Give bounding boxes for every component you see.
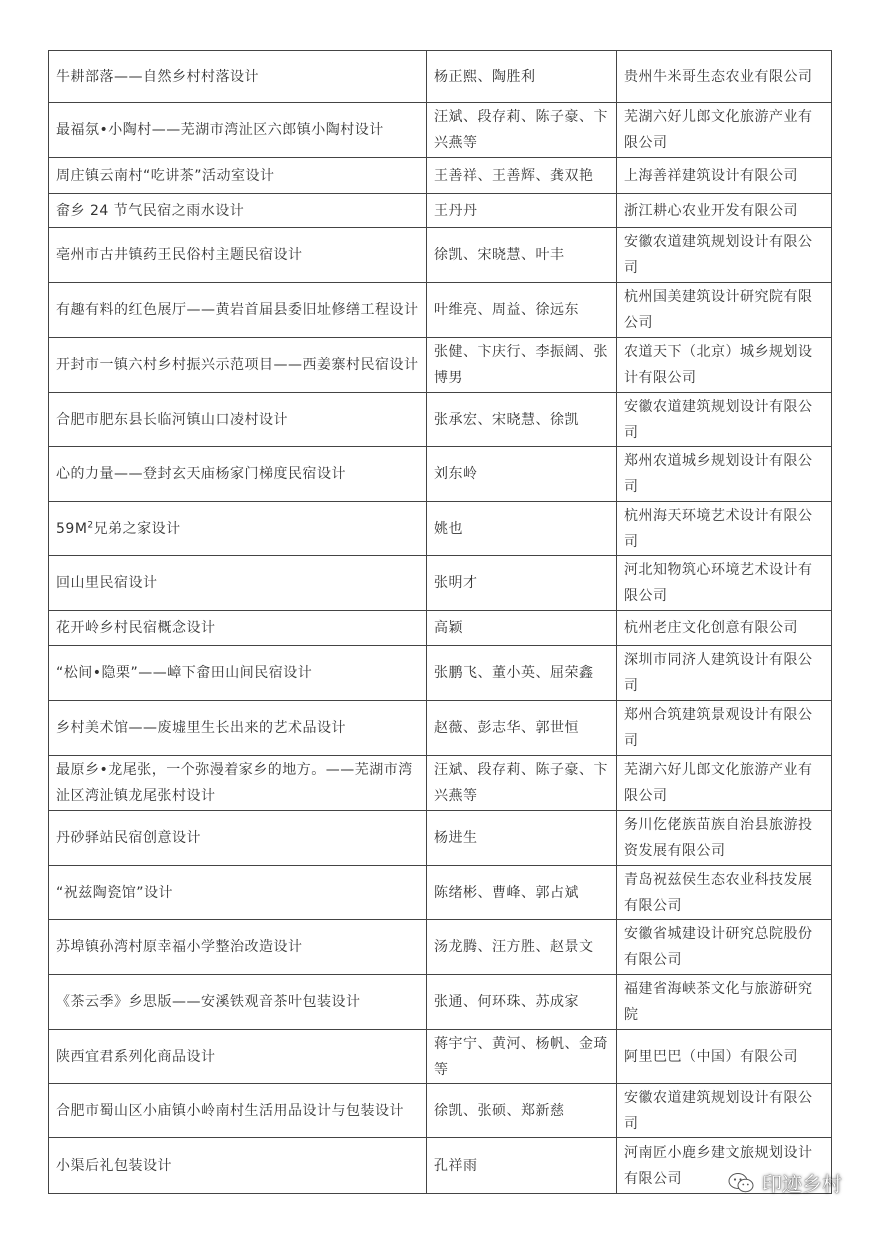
company-cell: 河南匠小鹿乡建文旅规划设计有限公司 [617, 1138, 832, 1194]
designers-cell: 杨正熙、陶胜利 [427, 51, 617, 103]
designers-cell: 蒋宇宁、黄河、杨帆、金琦等 [427, 1030, 617, 1084]
company-cell: 郑州合筑建筑景观设计有限公司 [617, 701, 832, 756]
table-row [49, 447, 832, 502]
table-row [49, 866, 832, 920]
designers-cell: 汤龙腾、汪方胜、赵景文 [427, 920, 617, 975]
company-cell: 农道天下（北京）城乡规划设计有限公司 [617, 338, 832, 393]
designers-cell: 叶维亮、周益、徐远东 [427, 283, 617, 338]
table-row [49, 158, 832, 194]
company-cell: 阿里巴巴（中国）有限公司 [617, 1030, 832, 1084]
designers-cell: 王善祥、王善辉、龚双艳 [427, 158, 617, 194]
project-name-cell: “松间•隐栗”——嶂下畲田山间民宿设计 [49, 646, 427, 701]
designers-cell: 高颖 [427, 611, 617, 646]
project-name-cell: 合肥市肥东县长临河镇山口凌村设计 [49, 393, 427, 447]
project-name-cell: 亳州市古井镇药王民俗村主题民宿设计 [49, 228, 427, 283]
company-cell: 浙江耕心农业开发有限公司 [617, 194, 832, 228]
designers-cell: 陈绪彬、曹峰、郭占斌 [427, 866, 617, 920]
table-row [49, 811, 832, 866]
project-name-cell: 周庄镇云南村“吃讲茶”活动室设计 [49, 158, 427, 194]
company-cell: 务川仡佬族苗族自治县旅游投资发展有限公司 [617, 811, 832, 866]
table-row [49, 756, 832, 811]
project-name-cell: 苏埠镇孙湾村原幸福小学整治改造设计 [49, 920, 427, 975]
company-cell: 安徽农道建筑规划设计有限公司 [617, 1084, 832, 1138]
project-name-cell: 畲乡 24 节气民宿之雨水设计 [49, 194, 427, 228]
company-cell: 杭州老庄文化创意有限公司 [617, 611, 832, 646]
project-name-cell: 开封市一镇六村乡村振兴示范项目——西姜寨村民宿设计 [49, 338, 427, 393]
project-name-cell: 合肥市蜀山区小庙镇小岭南村生活用品设计与包装设计 [49, 1084, 427, 1138]
project-name-cell: 乡村美术馆——废墟里生长出来的艺术品设计 [49, 701, 427, 756]
company-cell: 深圳市同济人建筑设计有限公司 [617, 646, 832, 701]
company-cell: 安徽农道建筑规划设计有限公司 [617, 393, 832, 447]
table-row [49, 975, 832, 1030]
company-cell: 安徽省城建设计研究总院股份有限公司 [617, 920, 832, 975]
table-row [49, 103, 832, 158]
project-name-cell: 最福氛•小陶村——芜湖市湾沚区六郎镇小陶村设计 [49, 103, 427, 158]
project-name-cell: 陕西宜君系列化商品设计 [49, 1030, 427, 1084]
designers-cell: 汪斌、段存莉、陈子豪、卞兴燕等 [427, 103, 617, 158]
project-name-cell: 有趣有料的红色展厅——黄岩首届县委旧址修缮工程设计 [49, 283, 427, 338]
watermark [728, 1168, 842, 1197]
company-cell: 杭州国美建筑设计研究院有限公司 [617, 283, 832, 338]
company-cell: 芜湖六好儿郎文化旅游产业有限公司 [617, 103, 832, 158]
designers-cell: 张承宏、宋晓慧、徐凯 [427, 393, 617, 447]
designers-cell: 张通、何环珠、苏成家 [427, 975, 617, 1030]
project-name-cell: $59M^2$兄弟之家设计 [49, 502, 427, 556]
watermark-text: 印迹乡村 [762, 1172, 842, 1196]
designers-cell: 张健、卞庆行、李振阔、张博男 [427, 338, 617, 393]
company-cell: 青岛祝兹侯生态农业科技发展有限公司 [617, 866, 832, 920]
table-row [49, 701, 832, 756]
designers-cell: 刘东岭 [427, 447, 617, 502]
designers-cell: 孔祥雨 [427, 1138, 617, 1194]
designers-cell: 王丹丹 [427, 194, 617, 228]
company-cell: 郑州农道城乡规划设计有限公司 [617, 447, 832, 502]
company-cell: 贵州牛米哥生态农业有限公司 [617, 51, 832, 103]
designers-cell: 姚也 [427, 502, 617, 556]
table-row [49, 556, 832, 611]
designers-cell: 赵薇、彭志华、郭世恒 [427, 701, 617, 756]
table-row [49, 1138, 832, 1194]
table-row [49, 51, 832, 103]
table-row [49, 228, 832, 283]
table-row [49, 646, 832, 701]
company-cell: 福建省海峡茶文化与旅游研究院 [617, 975, 832, 1030]
designers-cell: 杨进生 [427, 811, 617, 866]
wechat-icon [728, 1172, 754, 1194]
table-row [49, 502, 832, 556]
project-name-cell: 《茶云季》乡思版——安溪铁观音茶叶包装设计 [49, 975, 427, 1030]
designers-cell: 徐凯、宋晓慧、叶丰 [427, 228, 617, 283]
table-row [49, 611, 832, 646]
company-cell: 上海善祥建筑设计有限公司 [617, 158, 832, 194]
company-cell: 河北知物筑心环境艺术设计有限公司 [617, 556, 832, 611]
company-cell: 芜湖六好儿郎文化旅游产业有限公司 [617, 756, 832, 811]
table-row [49, 338, 832, 393]
project-name-cell: 小渠后礼包装设计 [49, 1138, 427, 1194]
table-row [49, 393, 832, 447]
table-row [49, 194, 832, 228]
table-row [49, 1084, 832, 1138]
project-name-cell: 牛耕部落——自然乡村村落设计 [49, 51, 427, 103]
project-name-cell: “祝兹陶瓷馆”设计 [49, 866, 427, 920]
company-cell: 杭州海天环境艺术设计有限公司 [617, 502, 832, 556]
designers-cell: 汪斌、段存莉、陈子豪、卞兴燕等 [427, 756, 617, 811]
table-row [49, 1030, 832, 1084]
project-name-cell: 回山里民宿设计 [49, 556, 427, 611]
designers-cell: 徐凯、张硕、郑新慈 [427, 1084, 617, 1138]
project-name-cell: 心的力量——登封玄天庙杨家门梯度民宿设计 [49, 447, 427, 502]
table-body [49, 51, 832, 1194]
table-row [49, 920, 832, 975]
designers-cell: 张明才 [427, 556, 617, 611]
table-row [49, 283, 832, 338]
project-name-cell: 最原乡•龙尾张，一个弥漫着家乡的地方。——芜湖市湾沚区湾沚镇龙尾张村设计 [49, 756, 427, 811]
awards-table [48, 50, 832, 1194]
designers-cell: 张鹏飞、董小英、屈荣鑫 [427, 646, 617, 701]
project-name-cell: 丹砂驿站民宿创意设计 [49, 811, 427, 866]
company-cell: 安徽农道建筑规划设计有限公司 [617, 228, 832, 283]
project-name-cell: 花开岭乡村民宿概念设计 [49, 611, 427, 646]
